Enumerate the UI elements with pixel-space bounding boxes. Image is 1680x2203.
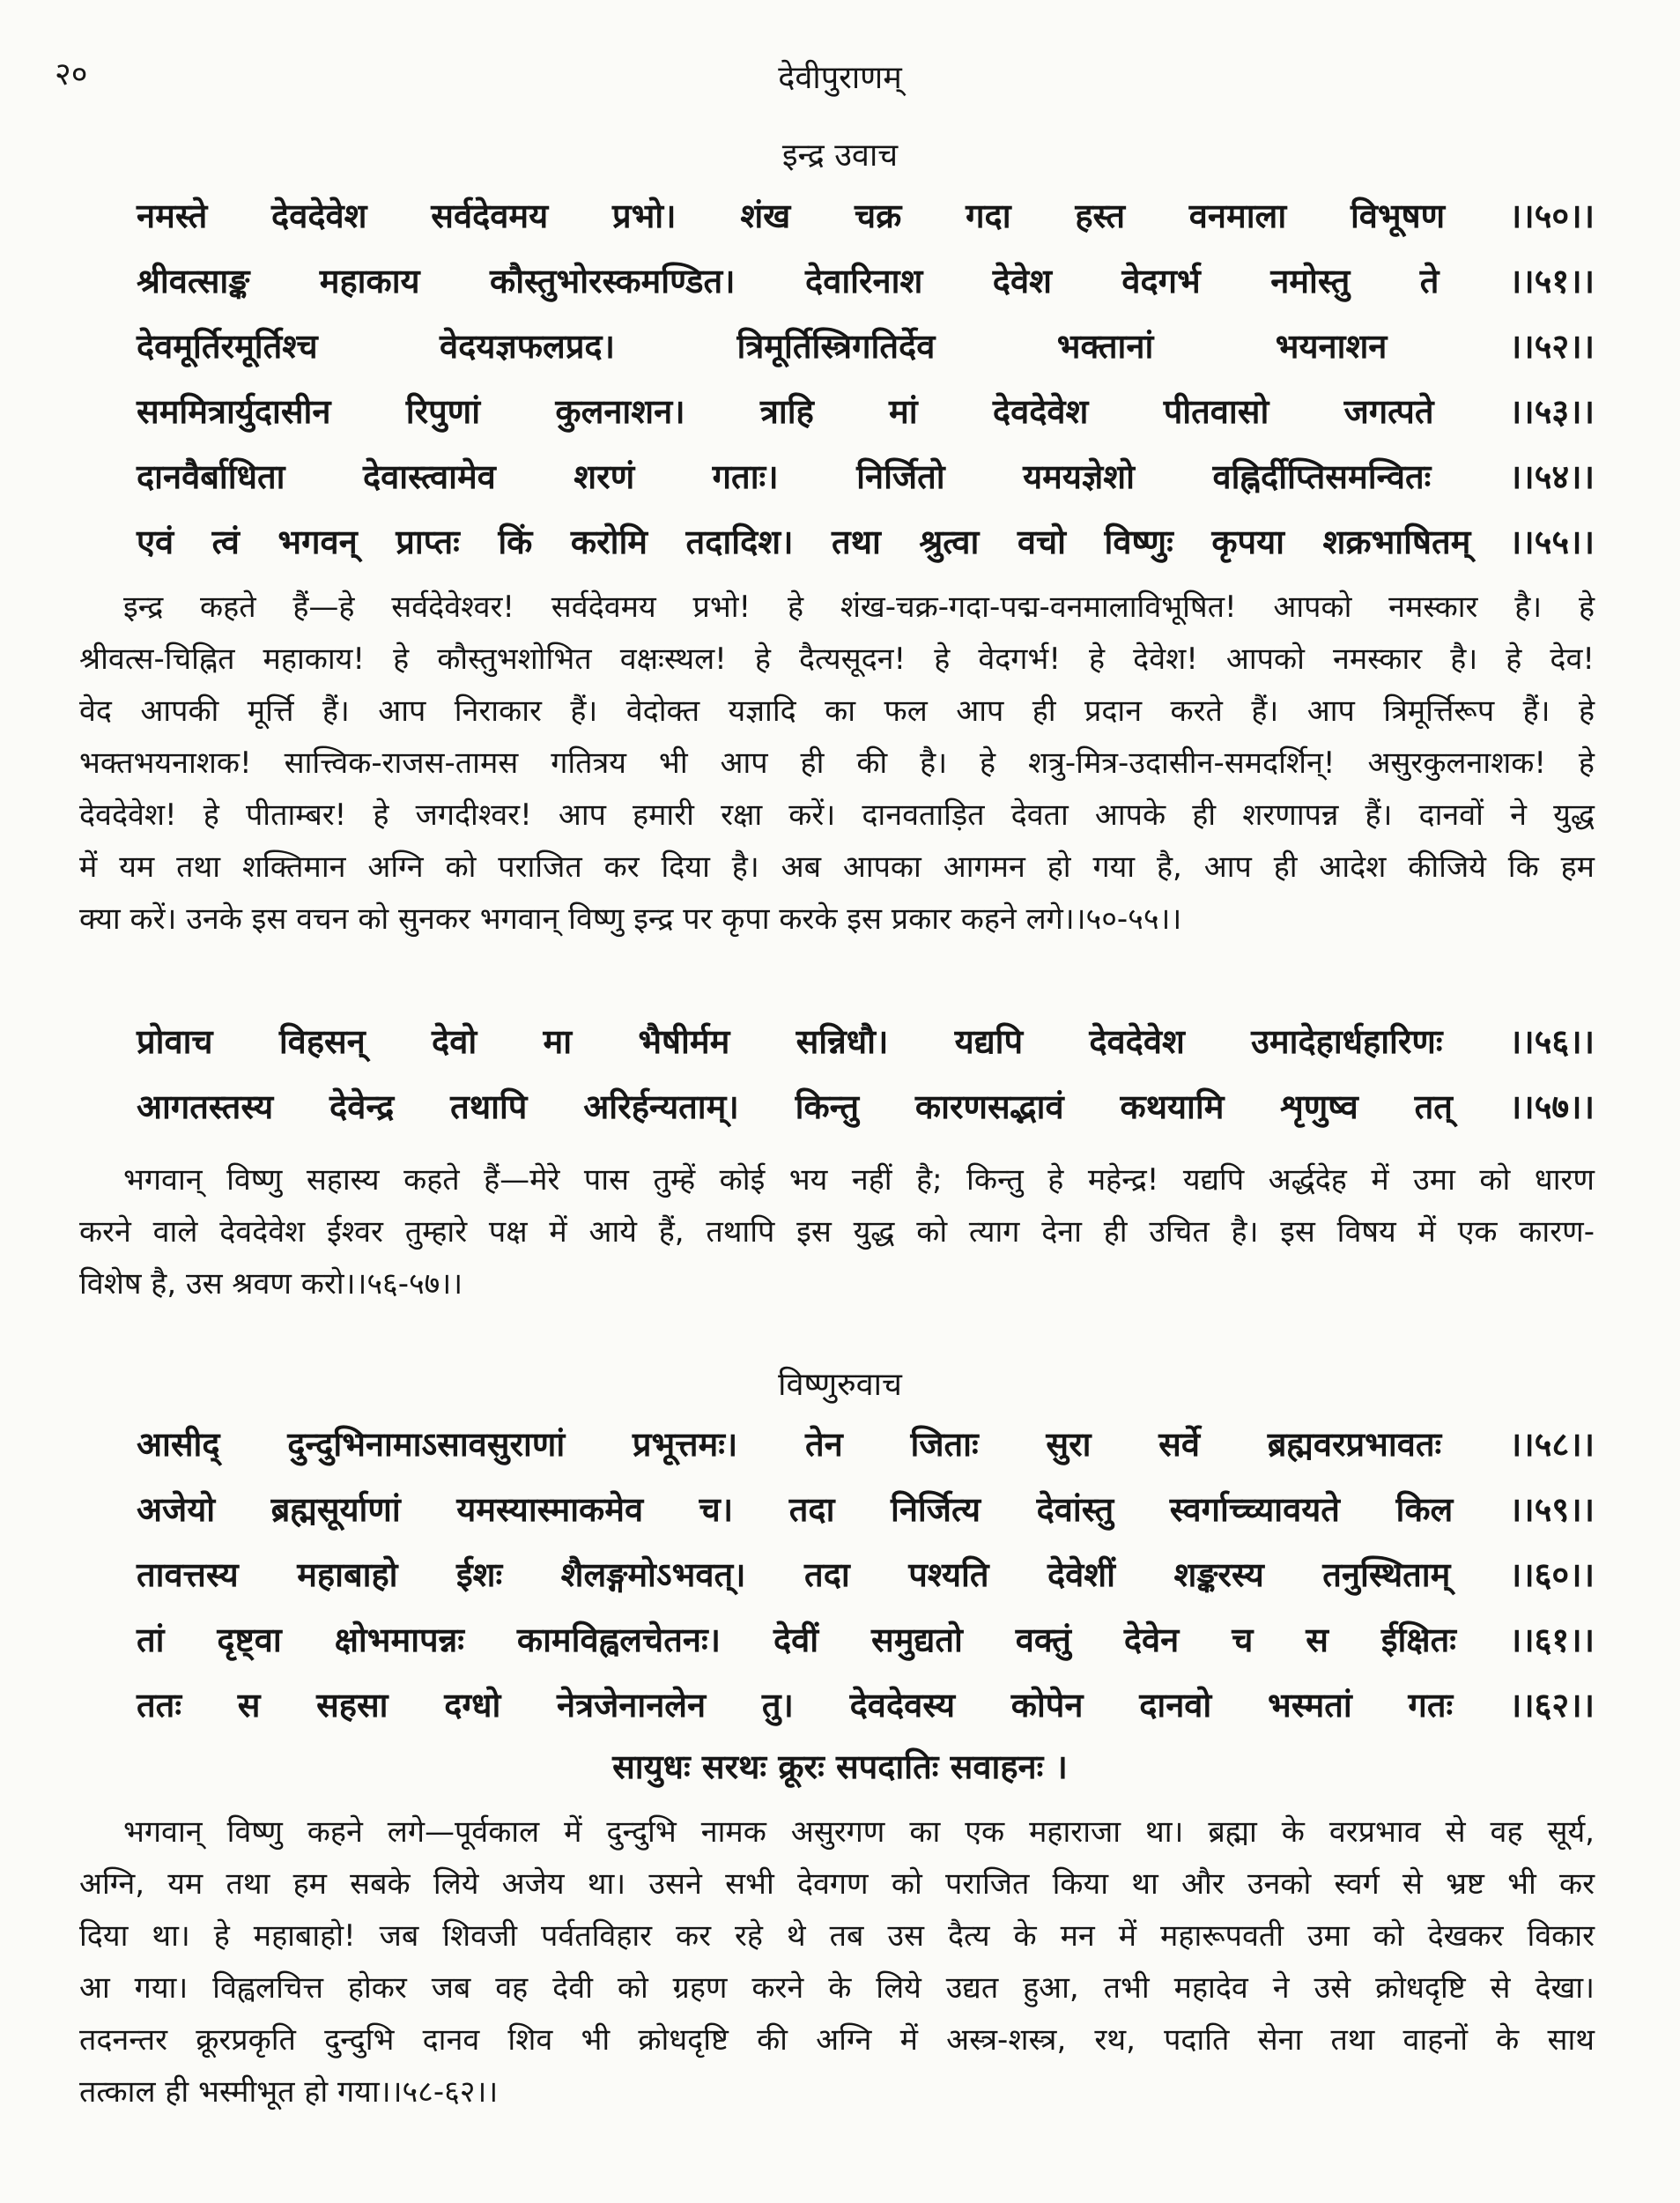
translation-line: में यम तथा शक्तिमान अग्नि को पराजित कर दिया है। अब आपका आगमन हो गया है, आप ही आदेश कीजिये कि हम bbox=[79, 849, 1595, 885]
verse-line: दानवैर्बाधिता देवास्त्वामेव शरणं गताः। निर्जितो यमयज्ञेशो वह्निर्दीप्तिसमन्वितः ।।५४।। bbox=[137, 457, 1595, 496]
translation-paragraph bbox=[79, 582, 1595, 946]
verse-line: एवं त्वं भगवन् प्राप्तः किं करोमि तदादिश। तथा श्रुत्वा वचो विष्णुः कृपया शक्रभाषितम् ।।५५।। bbox=[137, 523, 1595, 561]
translation-line: भगवान् विष्णु सहास्य कहते हैं—मेरे पास तुम्हें कोई भय नहीं है; किन्तु हे महेन्द्र! यद्यपि अर्द्धदेह में उमा को धारण bbox=[123, 1162, 1595, 1198]
translation-line: इन्द्र कहते हैं—हे सर्वदेवेश्वर! सर्वदेवमय प्रभो! हे शंख-चक्र-गदा-पद्म-वनमालाविभूषित! आपको नमस्कार है। हे bbox=[123, 590, 1595, 625]
verse-line: देवमूर्तिरमूर्तिश्च वेदयज्ञफलप्रद। त्रिमूर्तिस्त्रिगतिर्देव भक्तानां भयनाशन ।।५२।। bbox=[137, 327, 1595, 366]
speaker-heading: इन्द्र उवाच bbox=[781, 137, 899, 174]
translation-line: श्रीवत्स-चिह्नित महाकाय! हे कौस्तुभशोभित वक्षःस्थल! हे दैत्यसूदन! हे वेदगर्भ! हे देवेश! आपको नमस्कार है। हे देव! bbox=[79, 642, 1595, 677]
verse-line: तां दृष्ट्वा क्षोभमापन्नः कामविह्वलचेतनः। देवीं समुद्यतो वक्तुं देवेन च स ईक्षितः ।।६१।। bbox=[137, 1621, 1595, 1659]
translation-line: देवदेवेश! हे पीताम्बर! हे जगदीश्वर! आप हमारी रक्षा करें। दानवताड़ित देवता आपके ही शरणापन्न हैं। दानवों ने युद्ध bbox=[79, 797, 1595, 833]
verse-line: नमस्ते देवदेवेश सर्वदेवमय प्रभो। शंख चक्र गदा हस्त वनमाला विभूषण ।।५०।। bbox=[137, 197, 1595, 235]
translation-paragraph bbox=[79, 1806, 1595, 2118]
verse-line: अजेयो ब्रह्मसूर्याणां यमस्यास्माकमेव च। तदा निर्जित्य देवांस्तु स्वर्गाच्च्यावयते किल ।।५९।। bbox=[137, 1490, 1595, 1529]
translation-line: वेद आपकी मूर्त्ति हैं। आप निराकार हैं। वेदोक्त यज्ञादि का फल आप ही प्रदान करते हैं। आप त्रिमूर्त्तिरूप हैं। हे bbox=[79, 694, 1595, 729]
page-number: २० bbox=[55, 56, 88, 93]
verse-line: आसीद् दुन्दुभिनामाऽसावसुराणां प्रभूत्तमः। तेन जिताः सुरा सर्वे ब्रह्मवरप्रभावतः ।।५८।। bbox=[137, 1425, 1595, 1464]
translation-line: भक्तभयनाशक! सात्त्विक-राजस-तामस गतित्रय भी आप ही की है। हे शत्रु-मित्र-उदासीन-समदर्शिन्! असुरकुलनाशक! हे bbox=[79, 745, 1595, 781]
translation-line: तत्काल ही भस्मीभूत हो गया।।५८-६२।। bbox=[79, 2074, 499, 2110]
translation-line: आ गया। विह्वलचित्त होकर जब वह देवी को ग्रहण करने के लिये उद्यत हुआ, तभी महादेव ने उसे क्रोधदृष्टि से देखा। bbox=[79, 1970, 1595, 2006]
translation-line: विशेष है, उस श्रवण करो।।५६-५७।। bbox=[79, 1266, 463, 1302]
running-title: देवीपुराणम् bbox=[778, 60, 902, 96]
verse-line: आगतस्तस्य देवेन्द्र तथापि अरिर्हन्यताम्। किन्तु कारणसद्भावं कथयामि शृणुष्व तत् ।।५७।। bbox=[137, 1087, 1595, 1126]
verse-line: सममित्रार्युदासीन रिपुणां कुलनाशन। त्राहि मां देवदेवेश पीतवासो जगत्पते ।।५३।। bbox=[137, 392, 1595, 431]
verse-line: ततः स सहसा दग्धो नेत्रजेनानलेन तु। देवदेवस्य कोपेन दानवो भस्मतां गतः ।।६२।। bbox=[137, 1686, 1595, 1725]
verse-line: सायुधः सरथः क्रूरः सपदातिः सवाहनः । bbox=[612, 1747, 1068, 1786]
verse-line: तावत्तस्य महाबाहो ईशः शैलङ्गमोऽभवत्। तदा पश्यति देवेशीं शङ्करस्य तनुस्थिताम् ।।६०।। bbox=[137, 1555, 1595, 1594]
translation-line: दिया था। हे महाबाहो! जब शिवजी पर्वतविहार कर रहे थे तब उस दैत्य के मन में महारूपवती उमा को देखकर विकार bbox=[79, 1918, 1595, 1954]
translation-line: भगवान् विष्णु कहने लगे—पूर्वकाल में दुन्दुभि नामक असुरगण का एक महाराजा था। ब्रह्मा के वरप्रभाव से वह सूर्य, bbox=[123, 1814, 1595, 1850]
translation-line: करने वाले देवदेवेश ईश्वर तुम्हारे पक्ष में आये हैं, तथापि इस युद्ध को त्याग देना ही उचित है। इस विषय में एक कारण- bbox=[79, 1214, 1595, 1250]
translation-paragraph bbox=[79, 1154, 1595, 1310]
verse-line: श्रीवत्साङ्क महाकाय कौस्तुभोरस्कमण्डित। देवारिनाश देवेश वेदगर्भ नमोस्तु ते ।।५१।। bbox=[137, 262, 1595, 300]
translation-line: तदनन्तर क्रूरप्रकृति दुन्दुभि दानव शिव भी क्रोधदृष्टि की अग्नि में अस्त्र-शस्त्र, रथ, पदाति सेना तथा वाहनों के साथ bbox=[79, 2022, 1595, 2058]
translation-line: क्या करें। उनके इस वचन को सुनकर भगवान् विष्णु इन्द्र पर कृपा करके इस प्रकार कहने लगे।।५०-५५।। bbox=[79, 901, 1182, 937]
speaker-heading: विष्णुरुवाच bbox=[778, 1367, 902, 1403]
translation-line: अग्नि, यम तथा हम सबके लिये अजेय था। उसने सभी देवगण को पराजित किया था और उनको स्वर्ग से भ्रष्ट भी कर bbox=[79, 1866, 1595, 1902]
verse-line: प्रोवाच विहसन् देवो मा भैषीर्मम सन्निधौ। यद्यपि देवदेवेश उमादेहार्धहारिणः ।।५६।। bbox=[137, 1022, 1595, 1061]
